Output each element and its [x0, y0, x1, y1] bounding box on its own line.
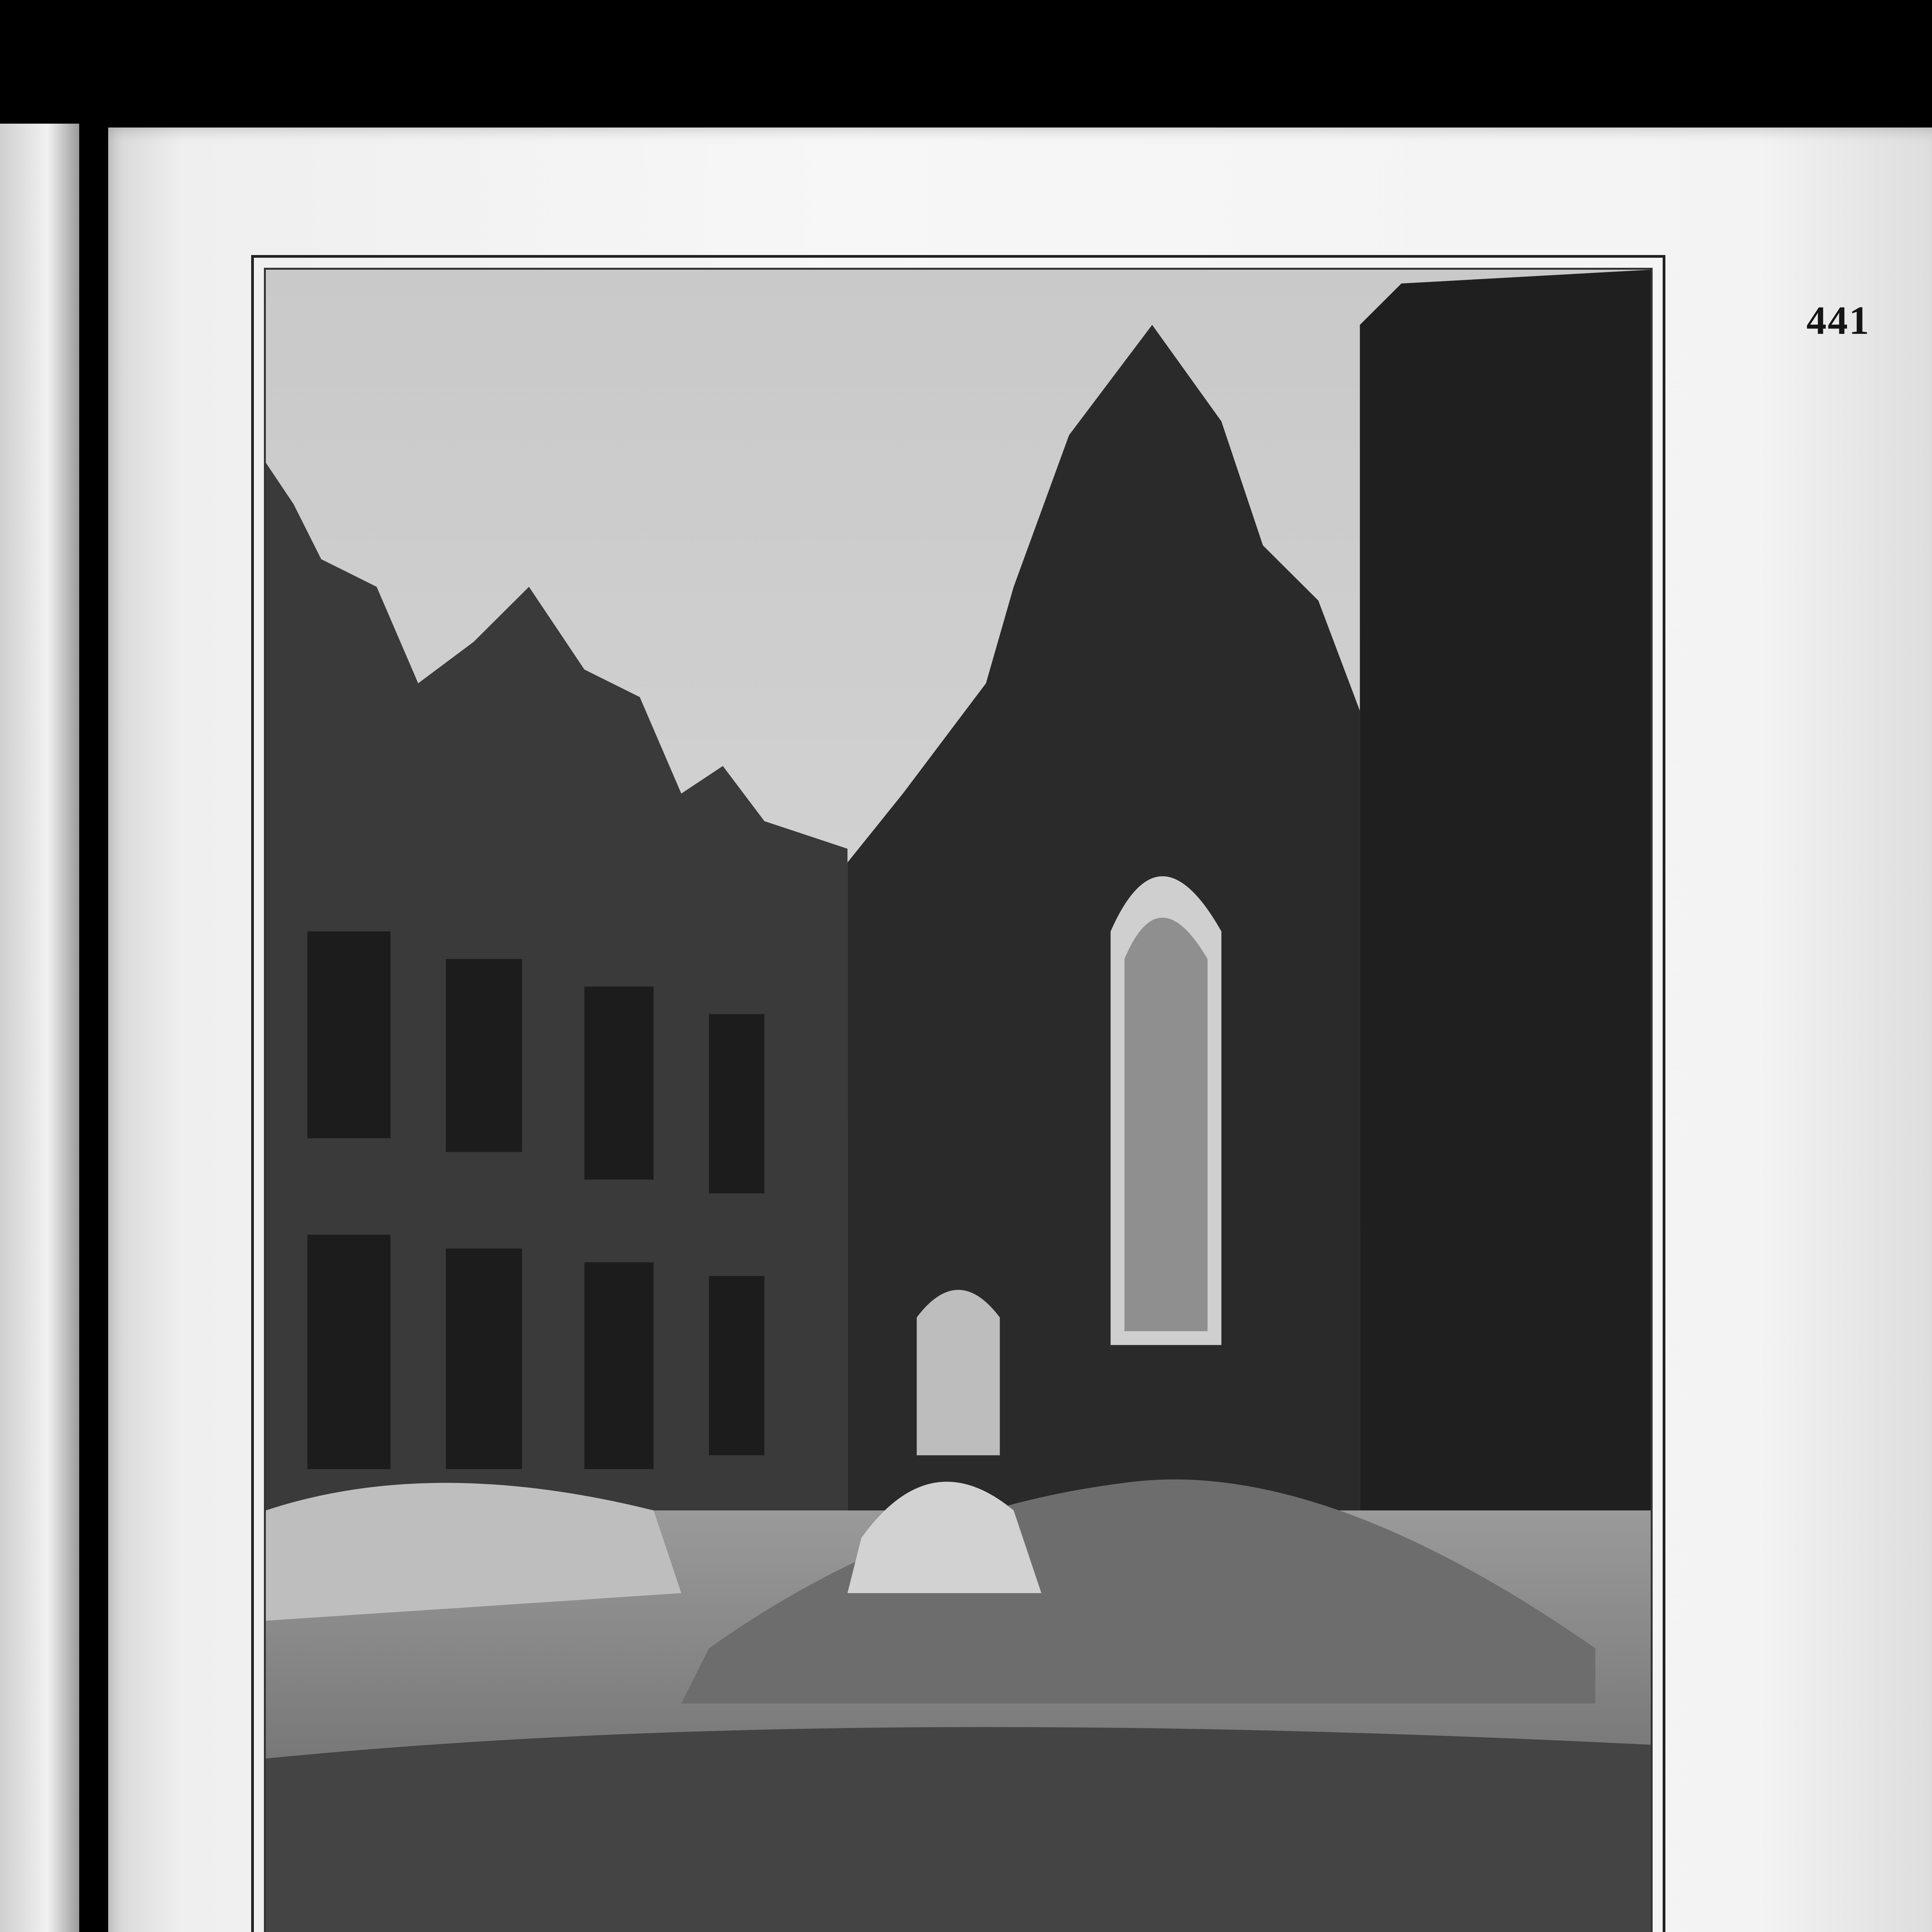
page-number: 441	[1806, 298, 1870, 343]
photo-inner-frame	[264, 268, 1653, 1932]
ruined-courtyard-photo	[266, 270, 1651, 1932]
photo-frame	[251, 255, 1665, 1932]
adjacent-page-edge	[0, 124, 79, 1932]
